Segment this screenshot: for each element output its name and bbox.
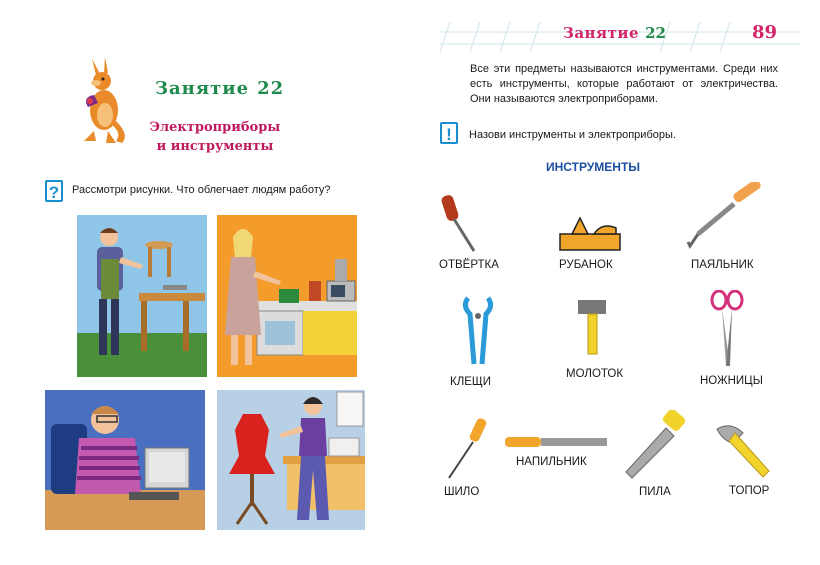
question-icon: ? <box>45 180 63 202</box>
task-text: Назови инструменты и электроприборы. <box>469 129 676 141</box>
question-text: Рассмотри рисунки. Что облегчает людям работу? <box>72 184 331 196</box>
task-icon: ! <box>440 122 458 144</box>
scissors-icon <box>710 290 744 368</box>
axe-icon <box>713 419 773 479</box>
header-lesson-word: Занятие <box>563 24 640 42</box>
file-icon <box>503 434 609 450</box>
header-lesson-number: 22 <box>645 24 666 42</box>
tool-label-scissors: НОЖНИЦЫ <box>700 375 763 387</box>
awl-icon <box>443 416 493 480</box>
tool-label-axe: ТОПОР <box>729 485 770 497</box>
pincers-icon <box>458 294 498 368</box>
screwdriver-icon <box>440 193 480 255</box>
running-header <box>563 24 666 42</box>
hammer-icon <box>574 298 610 356</box>
subtitle-line-1: Электроприборы <box>149 120 281 135</box>
lesson-title <box>155 78 284 99</box>
tool-label-saw: ПИЛА <box>639 486 671 498</box>
tool-label-screwdriver: ОТВЁРТКА <box>439 259 499 271</box>
tool-label-awl: ШИЛО <box>444 486 480 498</box>
intro-paragraph: Все эти предметы называются инструментами. Среди них есть инструменты, которые работают от электричества. Они называются электроприборами. <box>470 63 778 105</box>
plane-icon <box>558 216 622 252</box>
lesson-number: 22 <box>257 78 285 99</box>
subtitle-line-2: и инструменты <box>156 139 274 154</box>
lesson-subtitle <box>130 118 300 156</box>
kitchen-illustration <box>217 215 357 377</box>
tool-label-plane: РУБАНОК <box>559 259 613 271</box>
saw-icon <box>622 410 688 480</box>
soldering-iron-icon <box>686 182 766 252</box>
lesson-word: Занятие <box>155 78 250 99</box>
tool-label-soldering-iron: ПАЯЛЬНИК <box>691 259 754 271</box>
tool-label-hammer: МОЛОТОК <box>566 368 624 380</box>
section-title: ИНСТРУМЕНТЫ <box>546 160 641 174</box>
computer-user-illustration <box>45 390 205 530</box>
tool-label-file: НАПИЛЬНИК <box>516 456 587 468</box>
kangaroo-mascot-illustration <box>72 55 132 145</box>
carpenter-illustration <box>77 215 207 377</box>
seamstress-illustration <box>217 390 365 530</box>
tool-label-pincers: КЛЕЩИ <box>450 376 491 388</box>
page-number: 89 <box>752 22 778 43</box>
